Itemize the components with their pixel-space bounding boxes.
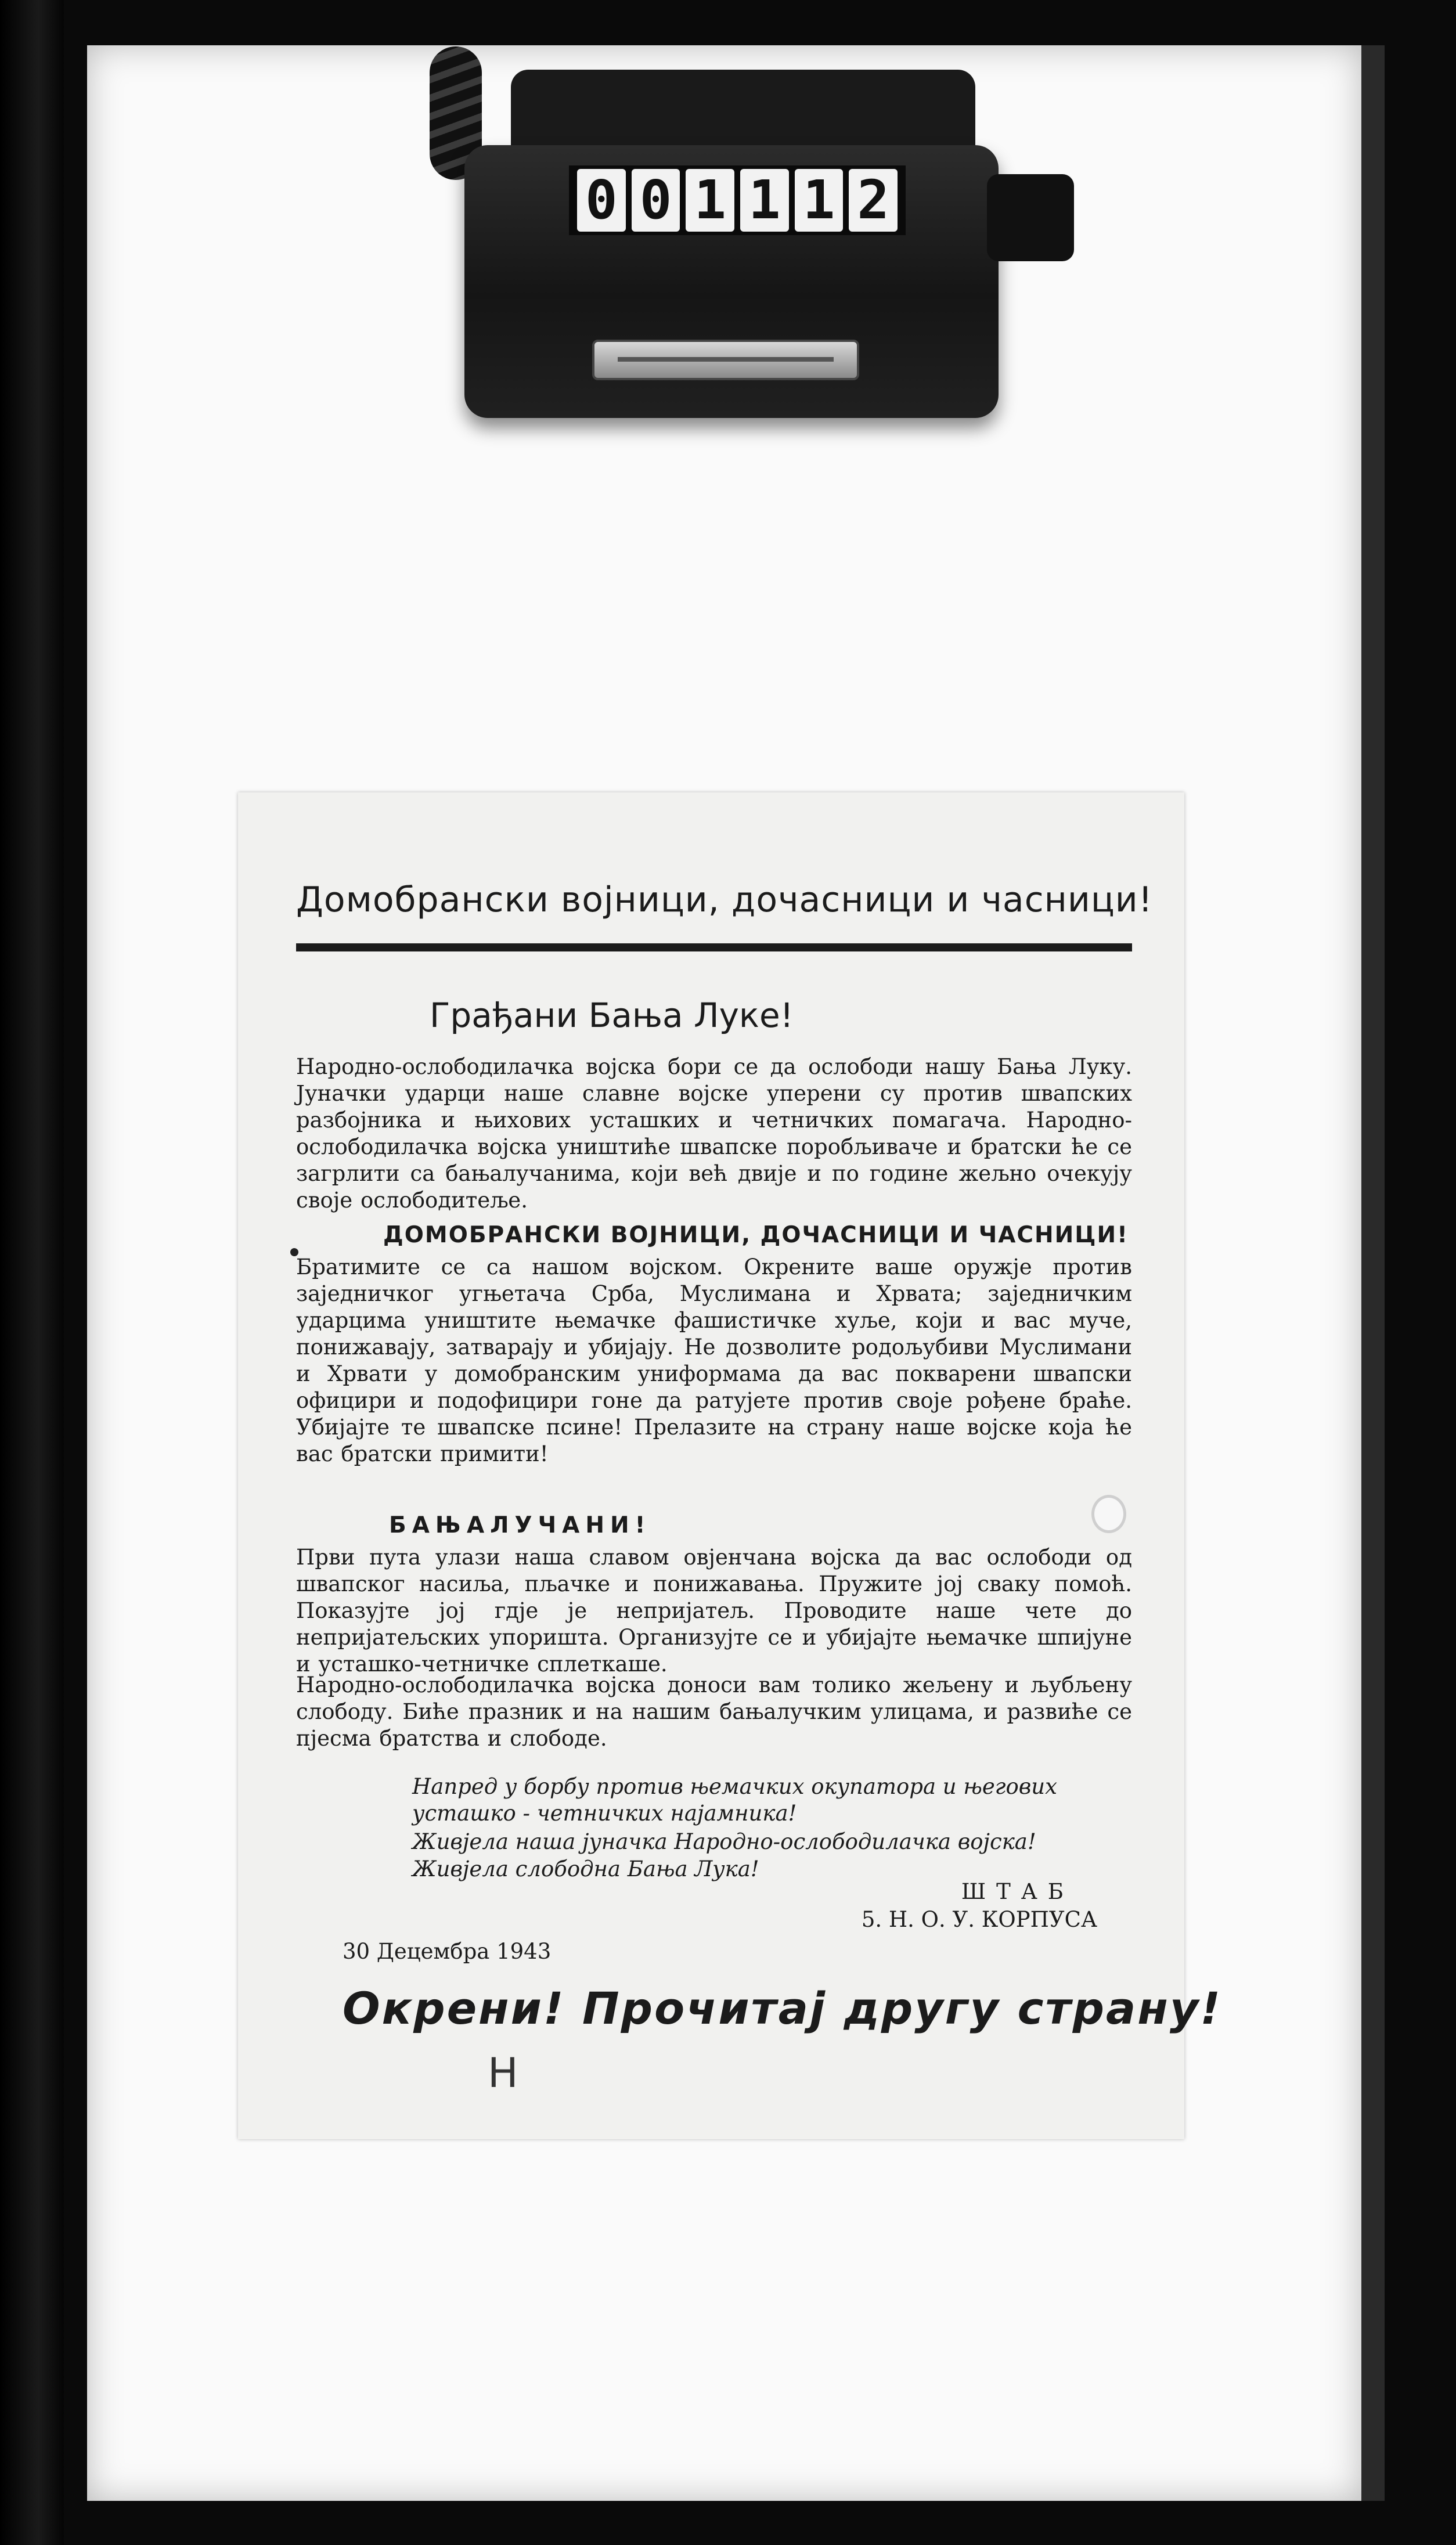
counter-nameplate bbox=[592, 340, 859, 380]
leaflet bbox=[238, 792, 1223, 2139]
counter-digit: 1 bbox=[795, 169, 844, 232]
signature-block bbox=[862, 1878, 1097, 1934]
heading-banjalucani: БАЊАЛУЧАНИ! bbox=[389, 1512, 651, 1538]
paragraph-3: Први пута улази наша славом овјенчана војска да вас ослободи од швапског насиља, пљачке и понижавања. Пружите јој сваку помоћ. Показујте јој гдје је непријатељ. Проводите наше чете до непријатељских упоришта. Организујте се и убијајте њемачке шпијуне и усташко-четничке сплеткаше. bbox=[296, 1545, 1132, 1677]
counter-digit: 1 bbox=[686, 169, 734, 232]
film-border-right bbox=[1361, 45, 1385, 2501]
heading-soldiers: ДОМОБРАНСКИ ВОЈНИЦИ, ДОЧАСНИЦИ И ЧАСНИЦИ! bbox=[383, 1222, 1129, 1248]
closing-line-2: Живјела наша јуначка Народно-ослободилачка војска! bbox=[412, 1829, 1036, 1854]
paragraph-4: Народно-ослободилачка војска доноси вам толико жељену и љубљену слободу. Биће празник и на нашим бањалучким улицама, и развиће се пјесма братства и слободе. bbox=[296, 1672, 1132, 1751]
film-border-left bbox=[0, 0, 64, 2545]
counter-digit: 0 bbox=[577, 169, 626, 232]
paragraph-1: Народно-ослободилачка војска бори се да ослободи нашу Бања Луку. Јуначки ударци наше славне војске уперени су против швапских разбојника и њихових усташких и четничких помагача. Народно-ослободилачка војска уништиће швапске поробљиваче и братски ће се загрлити са бањалучанима, који већ двије и по године жељно очекују своје ослободитеље. bbox=[296, 1054, 1132, 1213]
closing-line-1: Напред у борбу против њемачких окупатора и његових усташко - четничких најамника! bbox=[412, 1774, 1057, 1826]
counter-digit: 2 bbox=[849, 169, 898, 232]
counter-knob bbox=[987, 174, 1074, 261]
paragraph-2: Братимите се са нашом војском. Окрените ваше оружје против заједничког угњетача Срба, Муслимана и Хрвата; заједничким ударцима уништите њемачке фашистичке хуље, који и вас муче, понижавају, затварају и убијају. Не дозволите родољубиви Муслимани и Хрвати у домобранским униформама да вас покварени швапски официри и подофицири гоне да ратујете против своје рођене браће. Убијајте те швапске псине! Прелазите на страну наше војске која ће вас братски примити! bbox=[296, 1255, 1132, 1466]
nameplate-engraving bbox=[618, 357, 834, 362]
counter-digit-window bbox=[569, 165, 906, 235]
punch-hole bbox=[1091, 1495, 1126, 1533]
handwritten-mark: Н bbox=[488, 2049, 518, 2097]
leaflet-footer: Окрени! Прочитај другу страну! bbox=[343, 1982, 1223, 2034]
leaflet-date: 30 Децембра 1943 bbox=[343, 1939, 552, 1964]
staff-unit: 5. Н. О. У. КОРПУСА bbox=[861, 1907, 1097, 1932]
counter-digit: 1 bbox=[740, 169, 789, 232]
leaflet-banner: Домобрански војници, дочасници и часници! bbox=[296, 879, 1153, 920]
banner-underline bbox=[296, 943, 1132, 951]
closing-line-3: Живјела слободна Бања Лука! bbox=[412, 1857, 759, 1881]
counter-digit: 0 bbox=[632, 169, 680, 232]
leaflet-greeting: Грађани Бања Луке! bbox=[430, 996, 794, 1035]
staff-title: ШТАБ bbox=[961, 1879, 1074, 1904]
